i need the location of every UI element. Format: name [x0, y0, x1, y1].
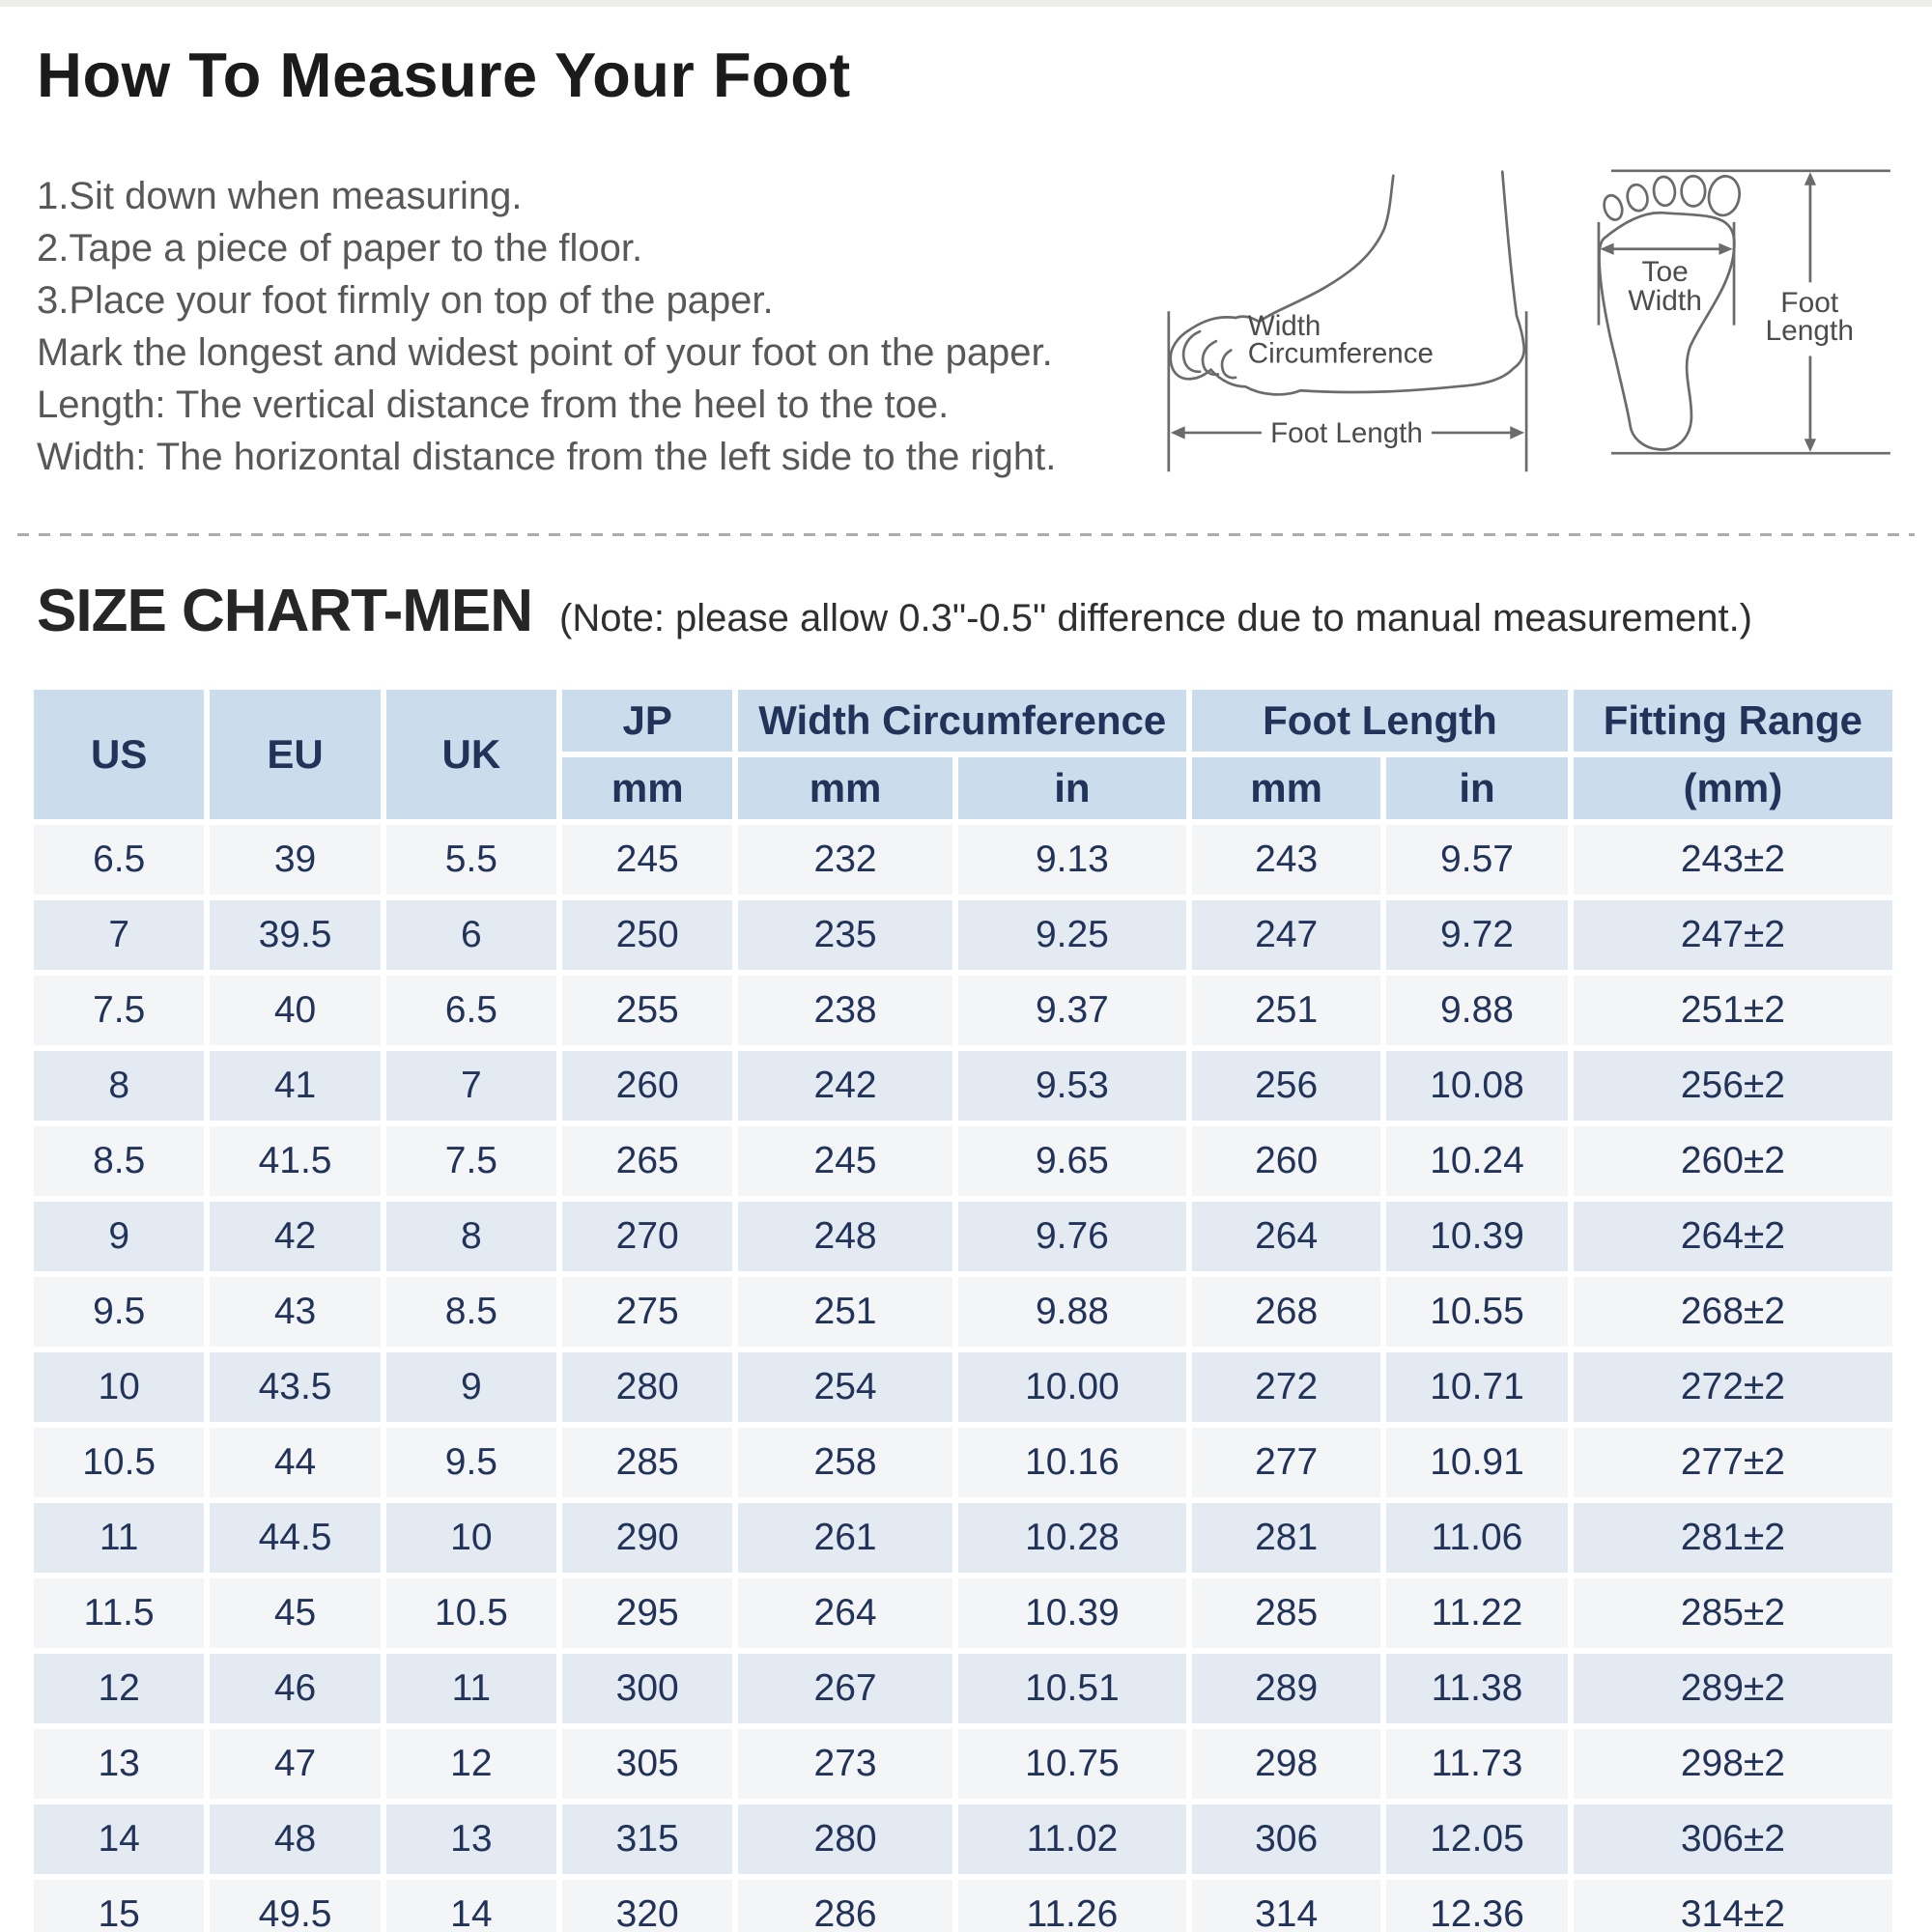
size-cell: 238: [738, 976, 952, 1045]
size-cell: 10.5: [386, 1578, 556, 1648]
size-cell: 251: [1192, 976, 1380, 1045]
size-cell: 45: [210, 1578, 380, 1648]
table-row: [34, 1352, 1892, 1422]
footprint-length-dimension: [1765, 172, 1853, 452]
column-header-uk: UK: [386, 690, 556, 819]
size-cell: 251: [738, 1277, 952, 1347]
size-table-body: [34, 825, 1892, 1932]
size-cell: 277±2: [1574, 1428, 1892, 1497]
size-cell: 270: [562, 1202, 732, 1271]
table-row: [34, 1654, 1892, 1723]
table-row: [34, 900, 1892, 970]
size-cell: 46: [210, 1654, 380, 1723]
table-row: [34, 825, 1892, 895]
instruction-line: 3.Place your foot firmly on top of the paper.: [37, 279, 774, 322]
size-cell: 11: [386, 1654, 556, 1723]
unit-header-fitting-mm: (mm): [1574, 757, 1892, 819]
size-cell: 41.5: [210, 1126, 380, 1196]
size-cell: 260: [562, 1051, 732, 1121]
size-cell: 260±2: [1574, 1126, 1892, 1196]
svg-text:Foot: Foot: [1780, 287, 1839, 319]
size-cell: 11.02: [958, 1804, 1186, 1874]
table-row: [34, 1202, 1892, 1271]
size-cell: 10.28: [958, 1503, 1186, 1573]
unit-header-fl-mm: mm: [1192, 757, 1380, 819]
size-cell: 9.65: [958, 1126, 1186, 1196]
size-cell: 280: [738, 1804, 952, 1874]
size-cell: 275: [562, 1277, 732, 1347]
column-header-fitting-range: Fitting Range: [1574, 690, 1892, 752]
size-cell: 10.24: [1386, 1126, 1568, 1196]
size-cell: 44.5: [210, 1503, 380, 1573]
size-cell: 12.05: [1386, 1804, 1568, 1874]
size-cell: 6.5: [386, 976, 556, 1045]
table-row: [34, 1578, 1892, 1648]
size-cell: 11.73: [1386, 1729, 1568, 1799]
table-row: [34, 1804, 1892, 1874]
size-cell: 15: [34, 1880, 204, 1932]
size-cell: 8: [34, 1051, 204, 1121]
size-cell: 247: [1192, 900, 1380, 970]
size-cell: 6.5: [34, 825, 204, 895]
size-cell: 256: [1192, 1051, 1380, 1121]
instruction-line: Width: The horizontal distance from the left side to the right.: [37, 436, 1057, 478]
size-cell: 264±2: [1574, 1202, 1892, 1271]
size-cell: 10.5: [34, 1428, 204, 1497]
size-cell: 10.16: [958, 1428, 1186, 1497]
size-cell: 39: [210, 825, 380, 895]
size-cell: 298±2: [1574, 1729, 1892, 1799]
size-cell: 12: [386, 1729, 556, 1799]
unit-header-wc-in: in: [958, 757, 1186, 819]
size-cell: 286: [738, 1880, 952, 1932]
size-cell: 12: [34, 1654, 204, 1723]
size-cell: 7: [34, 900, 204, 970]
size-cell: 272±2: [1574, 1352, 1892, 1422]
table-row: [34, 976, 1892, 1045]
size-cell: 10: [34, 1352, 204, 1422]
size-table-head: [34, 690, 1892, 819]
size-cell: 10.39: [958, 1578, 1186, 1648]
page-title: How To Measure Your Foot: [37, 40, 851, 110]
unit-header-fl-in: in: [1386, 757, 1568, 819]
table-row: [34, 1051, 1892, 1121]
size-cell: 11.06: [1386, 1503, 1568, 1573]
size-cell: 13: [386, 1804, 556, 1874]
size-cell: 48: [210, 1804, 380, 1874]
size-cell: 9: [34, 1202, 204, 1271]
size-cell: 13: [34, 1729, 204, 1799]
column-header-jp: JP: [562, 690, 732, 752]
size-table: [28, 684, 1898, 1932]
size-cell: 256±2: [1574, 1051, 1892, 1121]
size-cell: 11: [34, 1503, 204, 1573]
size-cell: 298: [1192, 1729, 1380, 1799]
size-cell: 10: [386, 1503, 556, 1573]
column-header-us: US: [34, 690, 204, 819]
unit-header-wc-mm: mm: [738, 757, 952, 819]
dashed-divider: [17, 533, 1915, 536]
size-cell: 8: [386, 1202, 556, 1271]
size-cell: 9.53: [958, 1051, 1186, 1121]
size-cell: 315: [562, 1804, 732, 1874]
size-cell: 6: [386, 900, 556, 970]
size-cell: 49.5: [210, 1880, 380, 1932]
table-row: [34, 1729, 1892, 1799]
column-header-eu: EU: [210, 690, 380, 819]
table-row: [34, 1277, 1892, 1347]
size-cell: 243±2: [1574, 825, 1892, 895]
size-chart-title: SIZE CHART-MEN: [37, 578, 532, 644]
size-cell: 11.38: [1386, 1654, 1568, 1723]
width-circumference-label: [1248, 310, 1434, 369]
size-cell: 39.5: [210, 900, 380, 970]
size-cell: 14: [34, 1804, 204, 1874]
svg-text:Circumference: Circumference: [1247, 337, 1434, 370]
svg-text:Width: Width: [1247, 310, 1321, 343]
size-cell: 264: [1192, 1202, 1380, 1271]
size-cell: 44: [210, 1428, 380, 1497]
column-header-width-circumference: Width Circumference: [738, 690, 1186, 752]
instruction-line: 2.Tape a piece of paper to the floor.: [37, 227, 643, 270]
size-cell: 305: [562, 1729, 732, 1799]
size-cell: 247±2: [1574, 900, 1892, 970]
size-cell: 250: [562, 900, 732, 970]
toe-width-dimension: [1599, 222, 1734, 326]
size-cell: 255: [562, 976, 732, 1045]
size-cell: 320: [562, 1880, 732, 1932]
size-cell: 7.5: [34, 976, 204, 1045]
size-cell: 14: [386, 1880, 556, 1932]
size-cell: 314±2: [1574, 1880, 1892, 1932]
table-row: [34, 1126, 1892, 1196]
measure-section: [0, 0, 1932, 533]
size-cell: 9.37: [958, 976, 1186, 1045]
size-cell: 43: [210, 1277, 380, 1347]
size-cell: 306±2: [1574, 1804, 1892, 1874]
size-cell: 242: [738, 1051, 952, 1121]
size-cell: 9.76: [958, 1202, 1186, 1271]
instruction-line: 1.Sit down when measuring.: [37, 175, 523, 217]
size-cell: 248: [738, 1202, 952, 1271]
size-cell: 10.08: [1386, 1051, 1568, 1121]
size-cell: 9.72: [1386, 900, 1568, 970]
svg-text:Length: Length: [1765, 315, 1854, 348]
column-header-foot-length: Foot Length: [1192, 690, 1568, 752]
size-cell: 43.5: [210, 1352, 380, 1422]
size-chart-note: (Note: please allow 0.3"-0.5" difference due to manual measurement.): [559, 597, 1752, 639]
size-cell: 11.26: [958, 1880, 1186, 1932]
size-cell: 268±2: [1574, 1277, 1892, 1347]
unit-header-jp-mm: mm: [562, 757, 732, 819]
size-cell: 7: [386, 1051, 556, 1121]
size-cell: 300: [562, 1654, 732, 1723]
table-row: [34, 1428, 1892, 1497]
size-cell: 41: [210, 1051, 380, 1121]
size-cell: 245: [738, 1126, 952, 1196]
side-foot-length-label: Foot Length: [1270, 416, 1423, 449]
instruction-line: Length: The vertical distance from the heel to the toe.: [37, 384, 950, 426]
size-cell: 5.5: [386, 825, 556, 895]
size-cell: 285±2: [1574, 1578, 1892, 1648]
size-cell: 277: [1192, 1428, 1380, 1497]
size-cell: 10.55: [1386, 1277, 1568, 1347]
size-cell: 289±2: [1574, 1654, 1892, 1723]
size-cell: 8.5: [386, 1277, 556, 1347]
size-cell: 9.5: [386, 1428, 556, 1497]
size-cell: 314: [1192, 1880, 1380, 1932]
size-cell: 9.88: [958, 1277, 1186, 1347]
size-cell: 272: [1192, 1352, 1380, 1422]
size-cell: 295: [562, 1578, 732, 1648]
size-cell: 9.88: [1386, 976, 1568, 1045]
size-chart-header: [37, 577, 1932, 645]
instructions-list: [37, 170, 1056, 483]
size-cell: 289: [1192, 1654, 1380, 1723]
svg-text:Toe: Toe: [1641, 256, 1689, 289]
svg-text:Width: Width: [1628, 284, 1702, 317]
table-row: [34, 1503, 1892, 1573]
size-cell: 265: [562, 1126, 732, 1196]
size-cell: 251±2: [1574, 976, 1892, 1045]
size-cell: 10.39: [1386, 1202, 1568, 1271]
size-cell: 10.51: [958, 1654, 1186, 1723]
size-cell: 281±2: [1574, 1503, 1892, 1573]
size-cell: 306: [1192, 1804, 1380, 1874]
size-cell: 260: [1192, 1126, 1380, 1196]
size-cell: 9.25: [958, 900, 1186, 970]
size-cell: 281: [1192, 1503, 1380, 1573]
size-cell: 245: [562, 825, 732, 895]
size-cell: 290: [562, 1503, 732, 1573]
size-cell: 40: [210, 976, 380, 1045]
size-cell: 268: [1192, 1277, 1380, 1347]
size-cell: 254: [738, 1352, 952, 1422]
size-cell: 243: [1192, 825, 1380, 895]
size-cell: 11.5: [34, 1578, 204, 1648]
size-cell: 10.00: [958, 1352, 1186, 1422]
size-cell: 235: [738, 900, 952, 970]
size-cell: 264: [738, 1578, 952, 1648]
size-cell: 232: [738, 825, 952, 895]
table-row: [34, 1880, 1892, 1932]
footprint-diagram: [1594, 164, 1903, 460]
size-cell: 258: [738, 1428, 952, 1497]
size-cell: 9.13: [958, 825, 1186, 895]
instruction-line: Mark the longest and widest point of your foot on the paper.: [37, 331, 1053, 374]
size-cell: 10.91: [1386, 1428, 1568, 1497]
size-cell: 11.22: [1386, 1578, 1568, 1648]
size-cell: 10.71: [1386, 1352, 1568, 1422]
size-cell: 8.5: [34, 1126, 204, 1196]
size-cell: 285: [1192, 1578, 1380, 1648]
size-cell: 47: [210, 1729, 380, 1799]
size-cell: 9.57: [1386, 825, 1568, 895]
side-foot-diagram: [1164, 159, 1541, 484]
size-cell: 9: [386, 1352, 556, 1422]
size-cell: 267: [738, 1654, 952, 1723]
size-cell: 273: [738, 1729, 952, 1799]
size-cell: 12.36: [1386, 1880, 1568, 1932]
size-cell: 280: [562, 1352, 732, 1422]
size-cell: 285: [562, 1428, 732, 1497]
size-cell: 10.75: [958, 1729, 1186, 1799]
size-cell: 7.5: [386, 1126, 556, 1196]
size-cell: 261: [738, 1503, 952, 1573]
size-cell: 42: [210, 1202, 380, 1271]
size-cell: 9.5: [34, 1277, 204, 1347]
